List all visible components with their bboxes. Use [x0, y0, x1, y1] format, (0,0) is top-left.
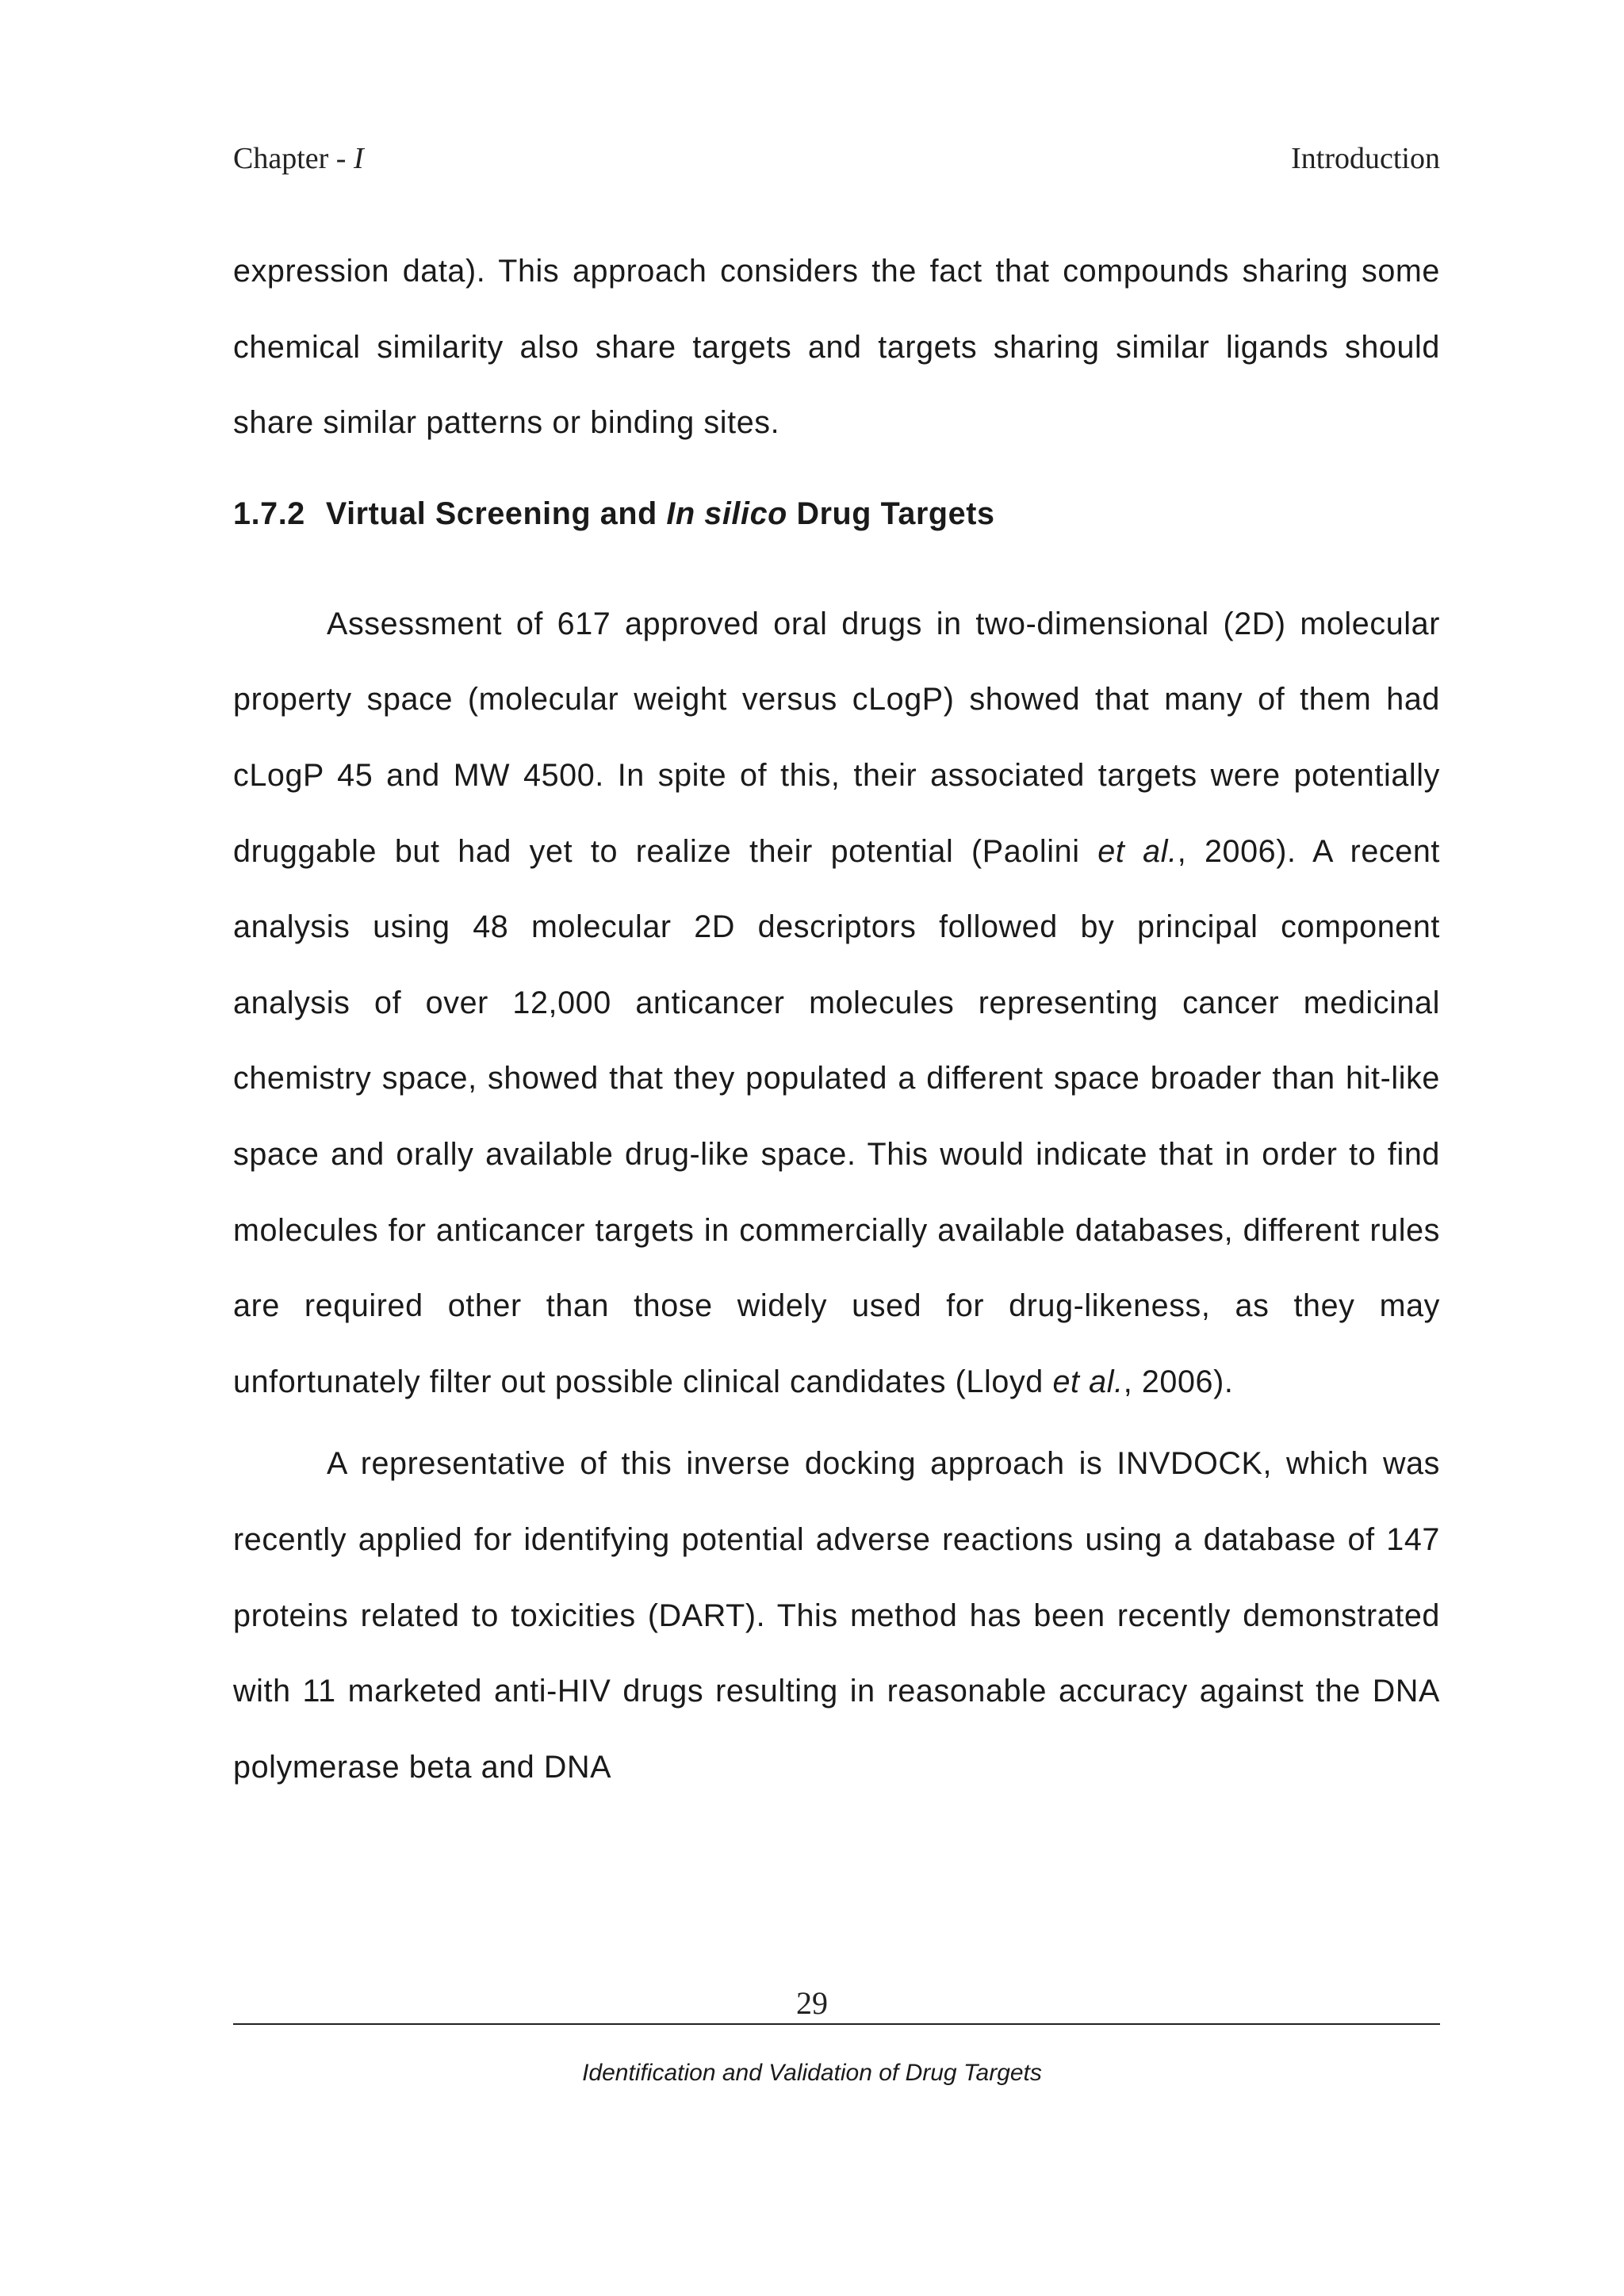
heading-text-italic: In silico: [666, 496, 787, 531]
citation-et-al: et al.: [1052, 1364, 1124, 1399]
running-header: [233, 141, 1440, 181]
paragraph-2-text-b: , 2006). A recent analysis using 48 molecular 2D descriptors followed by principal component analysis of over 12,000 anticancer molecules representing cancer medicinal chemistry space, showed that they populated a different space broader than hit-like space and orally available drug-like space. This would indicate that in order to find molecules for anticancer targets in commercially available databases, different rules are required other than those widely used for drug-likeness, as they may unfortunately filter out possible clinical candidates (Lloyd: [233, 833, 1440, 1399]
page-number: 29: [796, 1985, 828, 2021]
spacer: [233, 461, 1440, 468]
chapter-label: [233, 141, 364, 176]
heading-text-end: Drug Targets: [787, 496, 995, 531]
heading-text-start: Virtual Screening and: [325, 496, 667, 531]
citation-et-al: et al.: [1097, 833, 1178, 869]
chapter-label-text: Chapter -: [233, 142, 354, 175]
footer-divider: [233, 2023, 1440, 2025]
section-heading: [233, 468, 1440, 587]
paragraph-1: expression data). This approach considers the fact that compounds sharing some chemical similarity also share targets and targets sharing similar ligands should share similar patterns or binding sites.: [233, 254, 1440, 441]
spacer: [233, 1420, 1440, 1426]
page-body: [233, 234, 1440, 1805]
section-label: Introduction: [1291, 142, 1440, 175]
paragraph-2: [233, 587, 1440, 1421]
section-number: 1.7.2: [233, 496, 305, 531]
paragraph-2-text-a: Assessment of 617 approved oral drugs in two-dimensional (2D) molecular property space (molecular weight versus cLogP) showed that many of them had cLogP 45 and MW 4500. In spite of this, their associated targets were potentially druggable but had yet to realize their potential (Paolini: [233, 606, 1440, 869]
footer-title: Identification and Validation of Drug Targets: [582, 2060, 1042, 2086]
chapter-numeral: I: [353, 142, 364, 175]
paragraph-2-text-c: , 2006).: [1123, 1364, 1234, 1399]
paragraph-3: A representative of this inverse docking approach is INVDOCK, which was recently applied for identifying potential adverse reactions using a database of 147 proteins related to toxicities (DART). This method has been recently demonstrated with 11 marketed anti-HIV drugs resulting in reasonable accuracy against the DNA polymerase beta and DNA: [233, 1446, 1440, 1785]
